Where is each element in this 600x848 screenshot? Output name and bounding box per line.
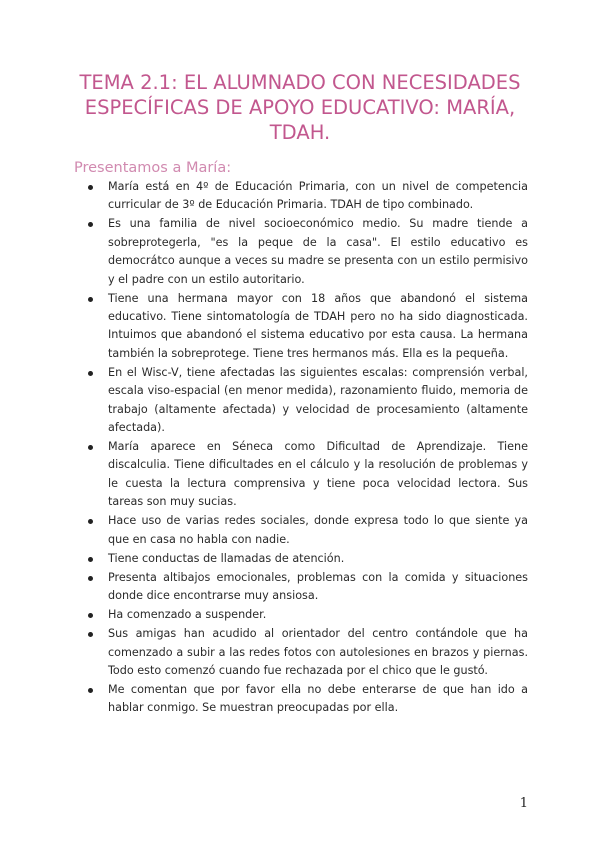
bullet-dot-icon bbox=[88, 371, 93, 376]
list-item-text: En el Wisc-V, tiene afectadas las siguientes escalas: comprensión verbal, escala viso-espacial (en menor medida), razonamiento fluido, memoria de trabajo (altamente afectada) y velocidad de procesamiento (altamente afectada). bbox=[108, 365, 528, 435]
bullet-dot-icon bbox=[88, 185, 93, 190]
list-item-text: María está en 4º de Educación Primaria, con un nivel de competencia curricular de 3º de Educación Primaria. TDAH de tipo combinado. bbox=[108, 180, 528, 212]
page-number: 1 bbox=[519, 796, 528, 811]
bullet-list bbox=[84, 178, 528, 718]
bullet-dot-icon bbox=[88, 688, 93, 693]
list-item-text: Me comentan que por favor ella no debe enterarse de que han ido a hablar conmigo. Se muestran preocupadas por ella. bbox=[108, 682, 528, 715]
list-item bbox=[84, 625, 528, 680]
list-item bbox=[84, 364, 528, 438]
bullet-dot-icon bbox=[88, 632, 93, 637]
bullet-dot-icon bbox=[88, 576, 93, 581]
bullet-dot-icon bbox=[88, 445, 93, 450]
list-item-text: Presenta altibajos emocionales, problemas con la comida y situaciones donde dice encontrarse muy ansiosa. bbox=[108, 570, 528, 603]
bullet-dot-icon bbox=[88, 519, 93, 524]
list-item bbox=[84, 569, 528, 606]
document-title: TEMA 2.1: EL ALUMNADO CON NECESIDADES ESPECÍFICAS DE APOYO EDUCATIVO: MARÍA, TDAH. bbox=[79, 71, 521, 144]
list-item bbox=[84, 178, 528, 215]
section-heading: Presentamos a María: bbox=[74, 160, 232, 176]
list-item-text: Hace uso de varias redes sociales, donde expresa todo lo que siente ya que en casa no habla con nadie. bbox=[108, 514, 528, 546]
list-item-text: Ha comenzado a suspender. bbox=[108, 608, 267, 622]
list-item bbox=[84, 215, 528, 289]
list-item bbox=[84, 290, 528, 364]
list-item-text: Tiene una hermana mayor con 18 años que abandonó el sistema educativo. Tiene sintomatología de TDAH pero no ha sido diagnosticada. Intuimos que abandonó el sistema educativo por esta causa. La hermana también la sobreprotege. Tiene tres hermanos más. Ella es la pequeña. bbox=[108, 291, 528, 360]
list-item-text: María aparece en Séneca como Dificultad de Aprendizaje. Tiene discalculia. Tiene dificultades en el cálculo y la resolución de problemas y le cuesta la lectura comprensiva y tiene poca velocidad lectora. Sus tareas son muy sucias. bbox=[108, 440, 528, 509]
list-item-text: Tiene conductas de llamadas de atención. bbox=[108, 551, 345, 565]
list-item bbox=[84, 438, 528, 512]
bullet-dot-icon bbox=[88, 297, 93, 302]
list-item bbox=[84, 606, 528, 624]
list-item bbox=[84, 550, 528, 568]
list-item-text: Es una familia de nivel socioeconómico medio. Su madre tiende a sobreprotegerla, "es la peque de la casa". El estilo educativo es democrátco aunque a veces su madre se presenta con un estilo permisivo y el padre con un estilo autoritario. bbox=[108, 217, 528, 286]
bullet-dot-icon bbox=[88, 222, 93, 227]
bullet-dot-icon bbox=[88, 613, 93, 618]
list-item bbox=[84, 681, 528, 718]
list-item-text: Sus amigas han acudido al orientador del centro contándole que ha comenzado a subir a las redes fotos con autolesiones en brazos y piernas. Todo esto comenzó cuando fue rechazada por el chico que le gustó. bbox=[108, 627, 528, 677]
bullet-dot-icon bbox=[88, 557, 93, 562]
list-item bbox=[84, 512, 528, 549]
